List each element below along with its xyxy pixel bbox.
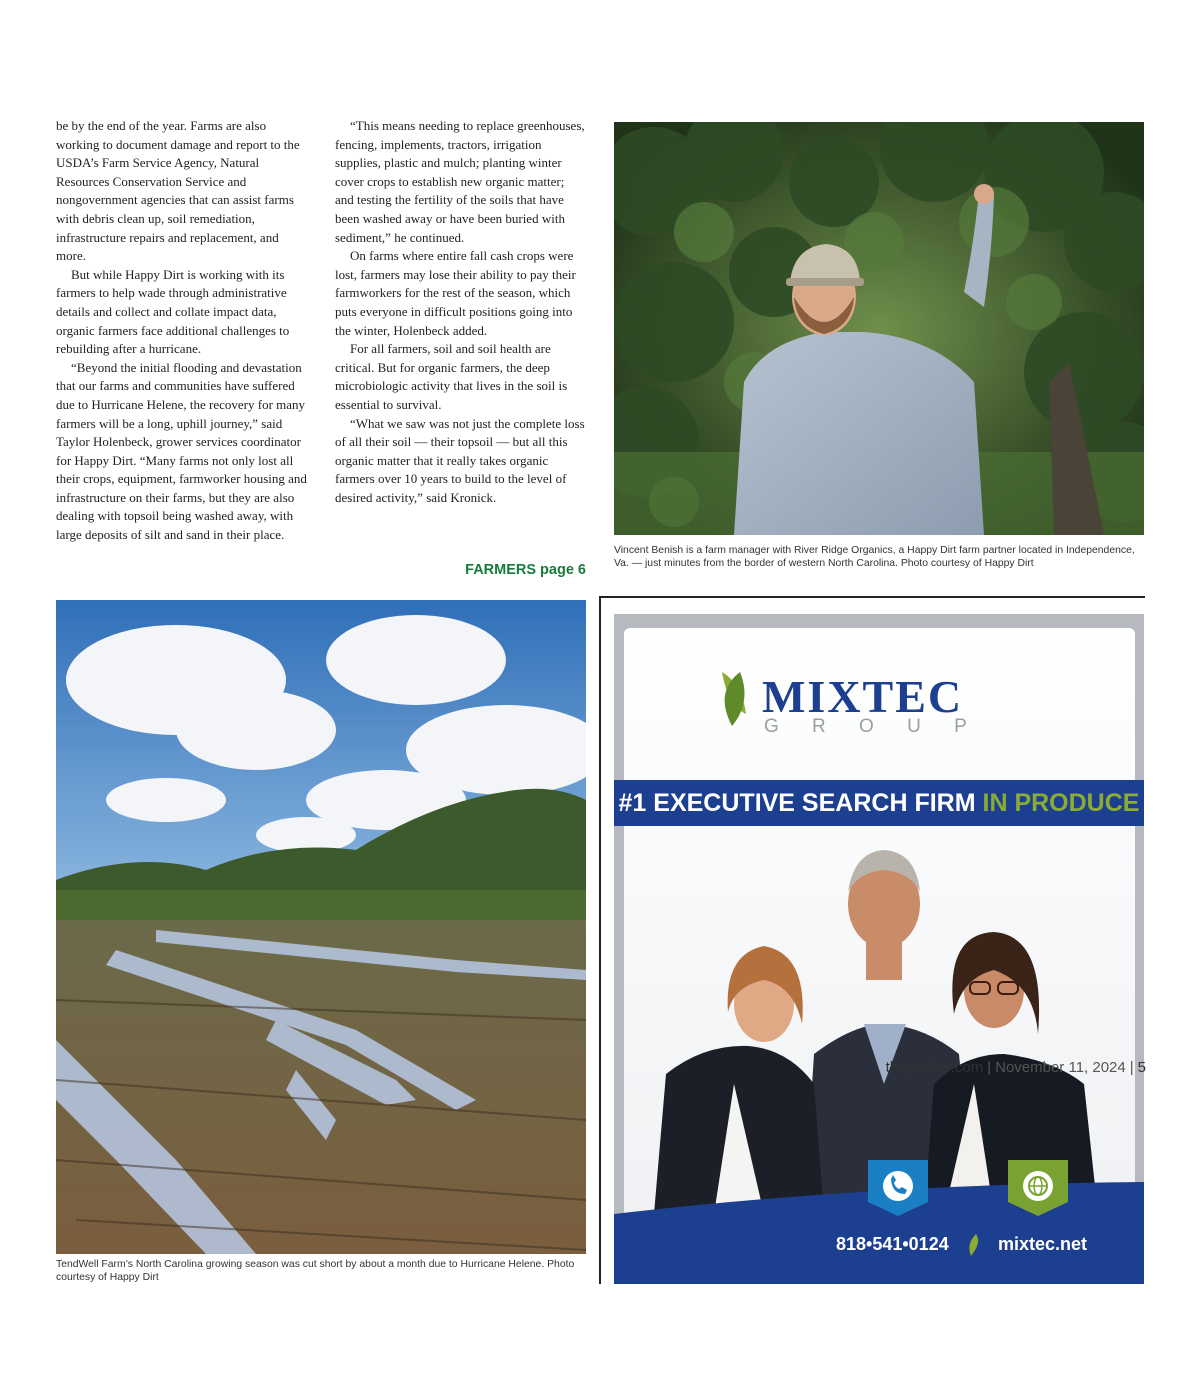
ad-frame-border: [599, 596, 601, 1284]
paragraph: But while Happy Dirt is working with its farmers to help wade through administrative details and collect and collate impact data, organic farmers face additional challenges to rebuilding after a hurricane.: [56, 266, 290, 357]
mixtec-advertisement[interactable]: [614, 614, 1144, 1284]
photo-vincent-benish: [614, 122, 1144, 535]
jump-link[interactable]: FARMERS page 6: [465, 562, 586, 578]
page-number: 5: [1137, 1059, 1146, 1076]
footer-date: November 11, 2024: [995, 1059, 1126, 1076]
paragraph: be by the end of the year. Farms are also working to document damage and report to the USDA’s Farm Service Agency, Natural Resources Conservation Service and nongovernment agencies that can assist farms with debris clean up, soil remediation, infrastructure repairs and replacement, and more.: [56, 118, 300, 264]
paragraph: “What we saw was not just the complete loss of all their soil — their topsoil — but all this organic matter that it really takes organic farmers over 10 years to build to the level of desired activity,” said Kronick.: [335, 415, 585, 505]
article-column-2: [335, 117, 585, 507]
page-footer: [700, 1059, 1146, 1076]
paragraph: On farms where entire fall cash crops were lost, farmers may lose their ability to pay their farmworkers for the rest of the season, which puts everyone in difficult positions going into the winter, Holenbeck added.: [335, 248, 576, 338]
ad-brand: MIXTEC: [762, 671, 964, 722]
footer-separator: |: [987, 1059, 992, 1076]
ad-headline-main: #1 EXECUTIVE SEARCH FIRM: [618, 789, 976, 817]
photo-field-illustration: [56, 600, 586, 1254]
ad-website[interactable]: mixtec.net: [998, 1234, 1088, 1254]
paragraph: “This means needing to replace greenhouses, fencing, implements, tractors, irrigation supplies, plastic and mulch; planting winter cover crops to establish new organic matter; and testing the fertility of the soils that have been washed away or have been buried with sediment,” he continued.: [335, 118, 585, 245]
paragraph: “Beyond the initial flooding and devastation that our farms and communities have suffered due to Hurricane Helene, the recovery for many farmers will be a long, uphill journey,” said Taylor Holenbeck, grower services coordinator for Happy Dirt. “Many farms not only lost all their crops, equipment, farmworker housing and infrastructure on their farms, but they are also dealing with topsoil being washed away, with large deposits of silt and sand in their place.: [56, 359, 307, 543]
footer-site[interactable]: thepacker.com: [885, 1059, 984, 1076]
photo-vincent-illustration: [614, 122, 1144, 535]
article-column-1: [56, 117, 308, 545]
photo-caption: Vincent Benish is a farm manager with River Ridge Organics, a Happy Dirt farm partner located in Independence, Va. — just minutes from the border of western North Carolina. Photo courtesy of Happy Dirt: [614, 545, 1135, 569]
ad-headline-accent: IN PRODUCE: [982, 789, 1140, 817]
photo-caption: TendWell Farm’s North Carolina growing season was cut short by about a month due to Hurricane Helene. Photo courtesy of Happy Dirt: [56, 1259, 575, 1283]
paragraph: For all farmers, soil and soil health are critical. But for organic farmers, the deep microbiologic activity that lives in the soil is essential to survival.: [335, 341, 568, 412]
ad-frame-border: [599, 596, 1145, 598]
ad-phone-number[interactable]: 818•541•0124: [836, 1234, 949, 1254]
photo-flooded-field: [56, 600, 586, 1254]
ad-brand-sub: G R O U P: [764, 716, 981, 737]
footer-separator: |: [1129, 1059, 1134, 1076]
ad-headline: [614, 786, 1144, 820]
